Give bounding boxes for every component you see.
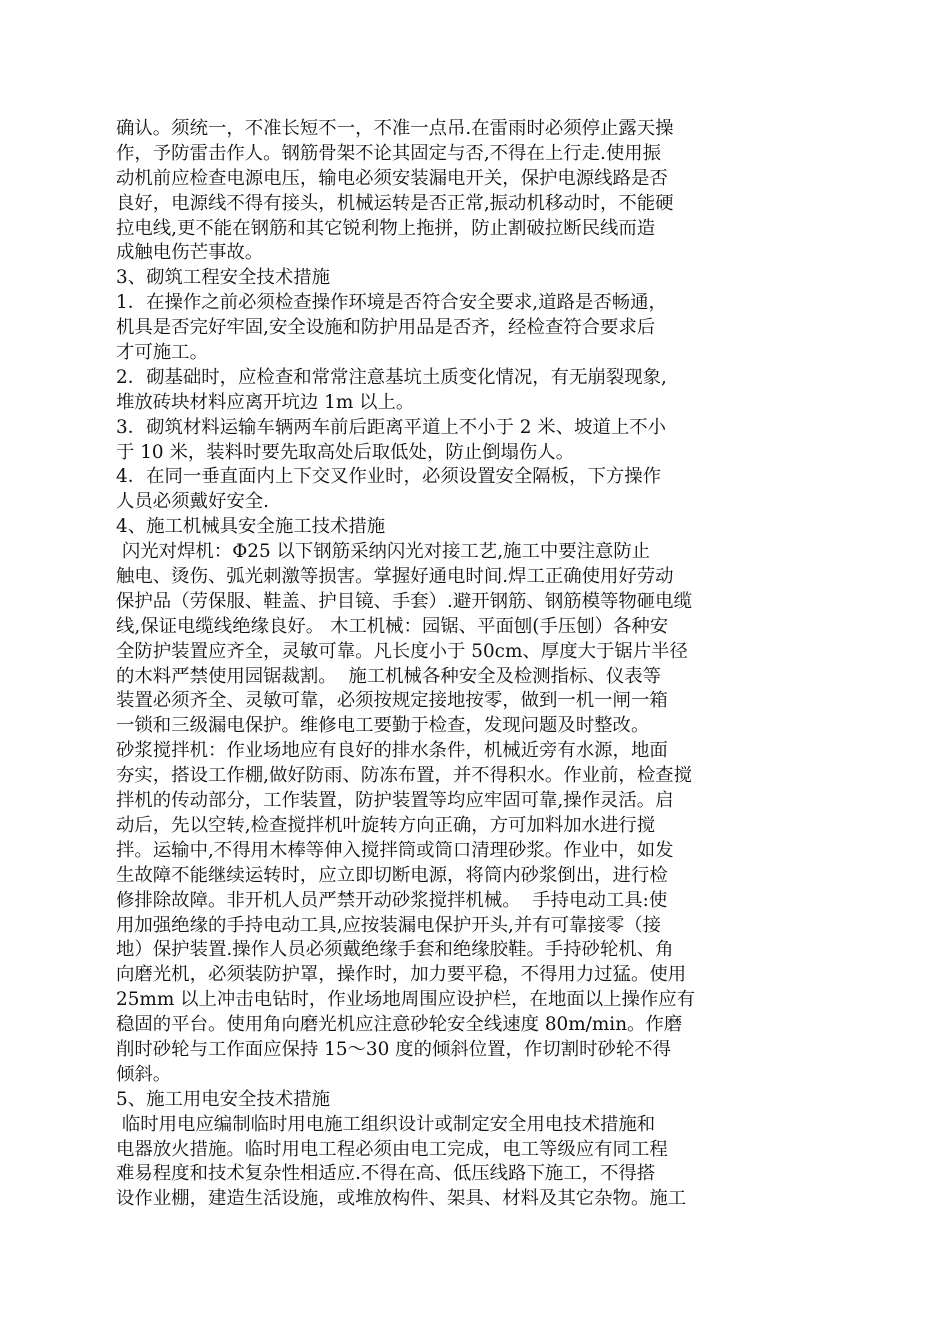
text-line: 动机前应检查电源电压，输电必须安装漏电开关，保护电源线路是否 [116,167,668,189]
text-line: 削时砂轮与工作面应保持 15～30 度的倾斜位置，作切割时砂轮不得 [116,1038,672,1060]
text-line: 拌。运输中,不得用木棒等伸入搅拌筒或筒口清理砂浆。作业中，如发 [116,839,674,861]
text-line: 确认。须统一，不准长短不一，不准一点吊.在雷雨时必须停止露天操 [116,118,674,139]
text-line: 向磨光机，必须装防护罩，操作时，加力要平稳，不得用力过猛。使用 [116,964,687,986]
section-heading: 4、施工机械具安全施工技术措施 [116,516,386,538]
document-body [116,117,828,1212]
text-line: 25mm 以上冲击电钻时，作业场地周围应设护栏，在地面以上操作应有 [116,989,696,1011]
text-line: 线,保证电缆线绝缘良好。 木工机械：园锯、平面刨(手压刨）各种安 [116,615,669,637]
text-line: 难易程度和技术复杂性相适应.不得在高、低压线路下施工，不得搭 [116,1163,656,1185]
text-line: 拉电线,更不能在钢筋和其它锐利物上拖拼，防止割破拉断民线而造 [116,217,656,239]
text-line: 才可施工。 [116,342,208,364]
text-line: 于 10 米，装料时要先取高处后取低处，防止倒塌伤人。 [116,441,575,463]
text-line: 堆放砖块材料应离开坑边 1m 以上。 [116,391,415,413]
text-line: 人员必须戴好安全. [116,491,269,513]
text-line: 触电、烫伤、弧光刺激等损害。掌握好通电时间.焊工正确使用好劳动 [116,566,674,588]
text-line: 装置必须齐全、灵敏可靠，必须按规定接地按零，做到一机一闸一箱 [116,690,668,712]
list-item: 1．在操作之前必须检查操作环境是否符合安全要求,道路是否畅通， [116,292,667,314]
text-line: 生故障不能继续运转时，应立即切断电源，将筒内砂浆倒出，进行检 [116,864,668,886]
text-line: 用加强绝缘的手持电动工具,应按装漏电保护开头,并有可靠接零（接 [116,914,662,936]
list-item: 4．在同一垂直面内上下交叉作业时，必须设置安全隔板，下方操作 [116,466,662,488]
text-line: 夯实，搭设工作棚,做好防雨、防冻布置，并不得积水。作业前，检查搅 [116,765,692,787]
text-line: 保护品（劳保服、鞋盖、护目镜、手套）.避开钢筋、钢筋模等物砸电缆 [116,590,692,612]
text-line: 动后，先以空转,检查搅拌机叶旋转方向正确，方可加料加水进行搅 [116,814,656,836]
text-line: 良好，电源线不得有接头，机械运转是否正常,振动机移动时，不能硬 [116,192,674,214]
text-line: 机具是否完好牢固,安全设施和防护用品是否齐，经检查符合要求后 [116,317,656,339]
text-line: 拌机的传动部分，工作装置，防护装置等均应牢固可靠,操作灵活。启 [116,790,674,812]
list-item: 2．砌基础时，应检查和常常注意基坑土质变化情况，有无崩裂现象, [116,366,667,388]
text-line: 砂浆搅拌机：作业场地应有良好的排水条件，机械近旁有水源，地面 [116,740,668,762]
list-item: 3．砌筑材料运输车辆两车前后距离平道上不小于 2 米、坡道上不小 [116,416,667,438]
section-heading: 5、施工用电安全技术措施 [116,1088,330,1110]
text-line: 的木料严禁使用园锯裁割。 施工机械各种安全及检测指标、仪表等 [116,665,662,687]
text-line: 全防护装置应齐全，灵敏可靠。凡长度小于 50cm、厚度大于锯片半径 [116,640,688,662]
text-line: 地）保护装置.操作人员必须戴绝缘手套和绝缘胶鞋。手持砂轮机、角 [116,939,674,961]
text-line: 修排除故障。非开机人员严禁开动砂浆搅拌机械。 手持电动工具:使 [116,889,668,911]
text-line: 稳固的平台。使用角向磨光机应注意砂轮安全线速度 80m/min。作磨 [116,1014,683,1036]
text-line: 成触电伤芒事故。 [116,242,264,264]
text-line: 倾斜。 [116,1063,172,1085]
section-heading: 3、砌筑工程安全技术措施 [116,267,330,289]
text-line: 电器放火措施。临时用电工程必须由电工完成，电工等级应有同工程 [116,1138,668,1160]
text-line: 临时用电应编制临时用电施工组织设计或制定安全用电技术措施和 [116,1113,656,1135]
text-line: 一锁和三级漏电保护。维修电工要勤于检查，发现问题及时整改。 [116,715,650,737]
text-line: 设作业棚，建造生活设施，或堆放构件、架具、材料及其它杂物。施工 [116,1188,687,1210]
text-line: 闪光对焊机：Φ25 以下钢筋采纳闪光对接工艺,施工中要注意防止 [116,541,651,563]
text-line: 作，予防雷击作人。钢筋骨架不论其固定与否,不得在上行走.使用振 [116,142,662,164]
